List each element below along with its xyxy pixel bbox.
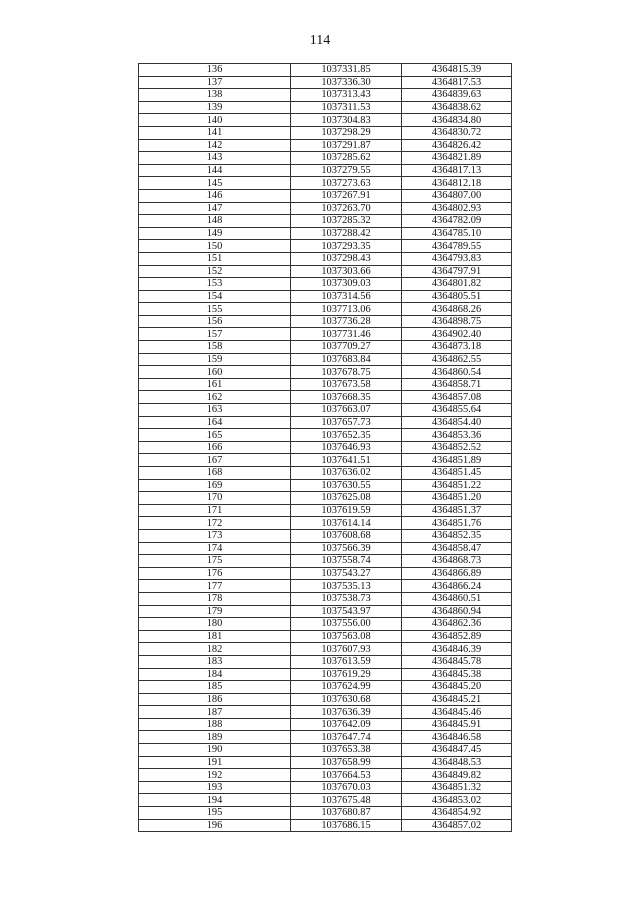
point-number-cell: 173 — [139, 529, 291, 542]
y-coordinate-cell: 4364793.83 — [402, 252, 512, 265]
point-number-cell: 179 — [139, 605, 291, 618]
table-row — [139, 429, 512, 442]
point-number-cell: 145 — [139, 177, 291, 190]
y-coordinate-cell: 4364830.72 — [402, 126, 512, 139]
table-row — [139, 794, 512, 807]
point-number-cell: 168 — [139, 467, 291, 480]
coordinates-table-body — [139, 64, 512, 832]
x-coordinate-cell: 1037288.42 — [291, 227, 402, 240]
y-coordinate-cell: 4364812.18 — [402, 177, 512, 190]
point-number-cell: 141 — [139, 126, 291, 139]
point-number-cell: 196 — [139, 819, 291, 832]
point-number-cell: 165 — [139, 429, 291, 442]
point-number-cell: 184 — [139, 668, 291, 681]
table-row — [139, 580, 512, 593]
x-coordinate-cell: 1037619.29 — [291, 668, 402, 681]
point-number-cell: 152 — [139, 265, 291, 278]
table-row — [139, 278, 512, 291]
table-row — [139, 126, 512, 139]
x-coordinate-cell: 1037298.43 — [291, 252, 402, 265]
point-number-cell: 160 — [139, 366, 291, 379]
point-number-cell: 150 — [139, 240, 291, 253]
x-coordinate-cell: 1037543.97 — [291, 605, 402, 618]
x-coordinate-cell: 1037642.09 — [291, 718, 402, 731]
table-row — [139, 215, 512, 228]
y-coordinate-cell: 4364898.75 — [402, 315, 512, 328]
x-coordinate-cell: 1037647.74 — [291, 731, 402, 744]
y-coordinate-cell: 4364849.82 — [402, 769, 512, 782]
x-coordinate-cell: 1037658.99 — [291, 756, 402, 769]
table-row — [139, 630, 512, 643]
point-number-cell: 140 — [139, 114, 291, 127]
point-number-cell: 169 — [139, 479, 291, 492]
y-coordinate-cell: 4364857.02 — [402, 819, 512, 832]
x-coordinate-cell: 1037686.15 — [291, 819, 402, 832]
y-coordinate-cell: 4364826.42 — [402, 139, 512, 152]
table-row — [139, 290, 512, 303]
y-coordinate-cell: 4364845.21 — [402, 693, 512, 706]
point-number-cell: 144 — [139, 164, 291, 177]
x-coordinate-cell: 1037731.46 — [291, 328, 402, 341]
y-coordinate-cell: 4364857.08 — [402, 391, 512, 404]
table-row — [139, 454, 512, 467]
x-coordinate-cell: 1037736.28 — [291, 315, 402, 328]
point-number-cell: 151 — [139, 252, 291, 265]
point-number-cell: 146 — [139, 189, 291, 202]
x-coordinate-cell: 1037607.93 — [291, 643, 402, 656]
x-coordinate-cell: 1037713.06 — [291, 303, 402, 316]
y-coordinate-cell: 4364852.52 — [402, 441, 512, 454]
table-row — [139, 655, 512, 668]
point-number-cell: 171 — [139, 504, 291, 517]
point-number-cell: 177 — [139, 580, 291, 593]
y-coordinate-cell: 4364851.37 — [402, 504, 512, 517]
table-row — [139, 592, 512, 605]
x-coordinate-cell: 1037668.35 — [291, 391, 402, 404]
point-number-cell: 162 — [139, 391, 291, 404]
table-row — [139, 555, 512, 568]
point-number-cell: 194 — [139, 794, 291, 807]
table-row — [139, 769, 512, 782]
x-coordinate-cell: 1037630.55 — [291, 479, 402, 492]
table-row — [139, 718, 512, 731]
table-row — [139, 366, 512, 379]
x-coordinate-cell: 1037273.63 — [291, 177, 402, 190]
y-coordinate-cell: 4364854.92 — [402, 807, 512, 820]
table-row — [139, 341, 512, 354]
x-coordinate-cell: 1037556.00 — [291, 618, 402, 631]
table-row — [139, 529, 512, 542]
x-coordinate-cell: 1037653.38 — [291, 744, 402, 757]
x-coordinate-cell: 1037657.73 — [291, 416, 402, 429]
table-row — [139, 152, 512, 165]
point-number-cell: 155 — [139, 303, 291, 316]
table-row — [139, 76, 512, 89]
point-number-cell: 142 — [139, 139, 291, 152]
y-coordinate-cell: 4364851.22 — [402, 479, 512, 492]
point-number-cell: 175 — [139, 555, 291, 568]
x-coordinate-cell: 1037309.03 — [291, 278, 402, 291]
y-coordinate-cell: 4364858.71 — [402, 378, 512, 391]
x-coordinate-cell: 1037304.83 — [291, 114, 402, 127]
point-number-cell: 149 — [139, 227, 291, 240]
y-coordinate-cell: 4364902.40 — [402, 328, 512, 341]
y-coordinate-cell: 4364862.36 — [402, 618, 512, 631]
y-coordinate-cell: 4364834.80 — [402, 114, 512, 127]
table-row — [139, 391, 512, 404]
point-number-cell: 192 — [139, 769, 291, 782]
x-coordinate-cell: 1037293.35 — [291, 240, 402, 253]
table-row — [139, 303, 512, 316]
table-row — [139, 731, 512, 744]
x-coordinate-cell: 1037663.07 — [291, 404, 402, 417]
table-row — [139, 227, 512, 240]
point-number-cell: 147 — [139, 202, 291, 215]
x-coordinate-cell: 1037680.87 — [291, 807, 402, 820]
x-coordinate-cell: 1037313.43 — [291, 89, 402, 102]
page-number: 114 — [309, 33, 331, 48]
table-row — [139, 668, 512, 681]
y-coordinate-cell: 4364848.53 — [402, 756, 512, 769]
x-coordinate-cell: 1037624.99 — [291, 681, 402, 694]
x-coordinate-cell: 1037646.93 — [291, 441, 402, 454]
x-coordinate-cell: 1037538.73 — [291, 592, 402, 605]
point-number-cell: 139 — [139, 101, 291, 114]
y-coordinate-cell: 4364860.51 — [402, 592, 512, 605]
y-coordinate-cell: 4364845.78 — [402, 655, 512, 668]
x-coordinate-cell: 1037563.08 — [291, 630, 402, 643]
y-coordinate-cell: 4364851.89 — [402, 454, 512, 467]
table-row — [139, 756, 512, 769]
table-row — [139, 467, 512, 480]
y-coordinate-cell: 4364845.20 — [402, 681, 512, 694]
y-coordinate-cell: 4364815.39 — [402, 64, 512, 77]
point-number-cell: 170 — [139, 492, 291, 505]
point-number-cell: 180 — [139, 618, 291, 631]
point-number-cell: 148 — [139, 215, 291, 228]
y-coordinate-cell: 4364854.40 — [402, 416, 512, 429]
x-coordinate-cell: 1037285.62 — [291, 152, 402, 165]
table-row — [139, 404, 512, 417]
y-coordinate-cell: 4364868.26 — [402, 303, 512, 316]
point-number-cell: 154 — [139, 290, 291, 303]
table-row — [139, 328, 512, 341]
x-coordinate-cell: 1037566.39 — [291, 542, 402, 555]
x-coordinate-cell: 1037558.74 — [291, 555, 402, 568]
table-row — [139, 807, 512, 820]
x-coordinate-cell: 1037614.14 — [291, 517, 402, 530]
point-number-cell: 174 — [139, 542, 291, 555]
x-coordinate-cell: 1037709.27 — [291, 341, 402, 354]
y-coordinate-cell: 4364817.13 — [402, 164, 512, 177]
table-row — [139, 265, 512, 278]
table-row — [139, 605, 512, 618]
x-coordinate-cell: 1037641.51 — [291, 454, 402, 467]
point-number-cell: 159 — [139, 353, 291, 366]
point-number-cell: 157 — [139, 328, 291, 341]
x-coordinate-cell: 1037670.03 — [291, 781, 402, 794]
x-coordinate-cell: 1037636.02 — [291, 467, 402, 480]
y-coordinate-cell: 4364821.89 — [402, 152, 512, 165]
y-coordinate-cell: 4364807.00 — [402, 189, 512, 202]
y-coordinate-cell: 4364860.54 — [402, 366, 512, 379]
x-coordinate-cell: 1037336.30 — [291, 76, 402, 89]
table-row — [139, 202, 512, 215]
point-number-cell: 143 — [139, 152, 291, 165]
y-coordinate-cell: 4364802.93 — [402, 202, 512, 215]
table-row — [139, 89, 512, 102]
y-coordinate-cell: 4364851.45 — [402, 467, 512, 480]
y-coordinate-cell: 4364851.32 — [402, 781, 512, 794]
table-row — [139, 693, 512, 706]
x-coordinate-cell: 1037535.13 — [291, 580, 402, 593]
x-coordinate-cell: 1037279.55 — [291, 164, 402, 177]
x-coordinate-cell: 1037636.39 — [291, 706, 402, 719]
x-coordinate-cell: 1037267.91 — [291, 189, 402, 202]
y-coordinate-cell: 4364852.89 — [402, 630, 512, 643]
y-coordinate-cell: 4364866.89 — [402, 567, 512, 580]
table-row — [139, 681, 512, 694]
table-row — [139, 504, 512, 517]
point-number-cell: 189 — [139, 731, 291, 744]
x-coordinate-cell: 1037683.84 — [291, 353, 402, 366]
point-number-cell: 193 — [139, 781, 291, 794]
table-row — [139, 517, 512, 530]
point-number-cell: 172 — [139, 517, 291, 530]
point-number-cell: 185 — [139, 681, 291, 694]
table-row — [139, 189, 512, 202]
point-number-cell: 178 — [139, 592, 291, 605]
point-number-cell: 191 — [139, 756, 291, 769]
table-row — [139, 643, 512, 656]
table-row — [139, 101, 512, 114]
table-row — [139, 706, 512, 719]
table-row — [139, 441, 512, 454]
x-coordinate-cell: 1037652.35 — [291, 429, 402, 442]
table-row — [139, 139, 512, 152]
table-row — [139, 240, 512, 253]
x-coordinate-cell: 1037311.53 — [291, 101, 402, 114]
x-coordinate-cell: 1037298.29 — [291, 126, 402, 139]
table-row — [139, 479, 512, 492]
y-coordinate-cell: 4364860.94 — [402, 605, 512, 618]
y-coordinate-cell: 4364858.47 — [402, 542, 512, 555]
x-coordinate-cell: 1037263.70 — [291, 202, 402, 215]
point-number-cell: 163 — [139, 404, 291, 417]
table-row — [139, 353, 512, 366]
y-coordinate-cell: 4364866.24 — [402, 580, 512, 593]
table-row — [139, 781, 512, 794]
y-coordinate-cell: 4364805.51 — [402, 290, 512, 303]
y-coordinate-cell: 4364817.53 — [402, 76, 512, 89]
coordinates-table — [138, 63, 512, 832]
y-coordinate-cell: 4364873.18 — [402, 341, 512, 354]
table-row — [139, 177, 512, 190]
table-row — [139, 618, 512, 631]
point-number-cell: 195 — [139, 807, 291, 820]
y-coordinate-cell: 4364789.55 — [402, 240, 512, 253]
y-coordinate-cell: 4364862.55 — [402, 353, 512, 366]
point-number-cell: 188 — [139, 718, 291, 731]
point-number-cell: 158 — [139, 341, 291, 354]
y-coordinate-cell: 4364838.62 — [402, 101, 512, 114]
point-number-cell: 190 — [139, 744, 291, 757]
x-coordinate-cell: 1037675.48 — [291, 794, 402, 807]
table-row — [139, 567, 512, 580]
table-row — [139, 744, 512, 757]
point-number-cell: 153 — [139, 278, 291, 291]
y-coordinate-cell: 4364846.39 — [402, 643, 512, 656]
x-coordinate-cell: 1037613.59 — [291, 655, 402, 668]
x-coordinate-cell: 1037630.68 — [291, 693, 402, 706]
x-coordinate-cell: 1037608.68 — [291, 529, 402, 542]
point-number-cell: 156 — [139, 315, 291, 328]
y-coordinate-cell: 4364785.10 — [402, 227, 512, 240]
point-number-cell: 166 — [139, 441, 291, 454]
y-coordinate-cell: 4364868.73 — [402, 555, 512, 568]
point-number-cell: 187 — [139, 706, 291, 719]
table-row — [139, 252, 512, 265]
x-coordinate-cell: 1037678.75 — [291, 366, 402, 379]
point-number-cell: 164 — [139, 416, 291, 429]
table-row — [139, 542, 512, 555]
y-coordinate-cell: 4364851.76 — [402, 517, 512, 530]
point-number-cell: 181 — [139, 630, 291, 643]
y-coordinate-cell: 4364845.91 — [402, 718, 512, 731]
table-row — [139, 164, 512, 177]
y-coordinate-cell: 4364851.20 — [402, 492, 512, 505]
table-row — [139, 315, 512, 328]
table-row — [139, 114, 512, 127]
y-coordinate-cell: 4364853.02 — [402, 794, 512, 807]
table-row — [139, 378, 512, 391]
x-coordinate-cell: 1037331.85 — [291, 64, 402, 77]
point-number-cell: 138 — [139, 89, 291, 102]
y-coordinate-cell: 4364855.64 — [402, 404, 512, 417]
x-coordinate-cell: 1037664.53 — [291, 769, 402, 782]
y-coordinate-cell: 4364847.45 — [402, 744, 512, 757]
table-row — [139, 819, 512, 832]
y-coordinate-cell: 4364846.58 — [402, 731, 512, 744]
table-row — [139, 492, 512, 505]
y-coordinate-cell: 4364797.91 — [402, 265, 512, 278]
point-number-cell: 186 — [139, 693, 291, 706]
point-number-cell: 137 — [139, 76, 291, 89]
table-row — [139, 416, 512, 429]
y-coordinate-cell: 4364839.63 — [402, 89, 512, 102]
y-coordinate-cell: 4364853.36 — [402, 429, 512, 442]
table-row — [139, 64, 512, 77]
x-coordinate-cell: 1037303.66 — [291, 265, 402, 278]
y-coordinate-cell: 4364845.38 — [402, 668, 512, 681]
x-coordinate-cell: 1037543.27 — [291, 567, 402, 580]
point-number-cell: 136 — [139, 64, 291, 77]
point-number-cell: 167 — [139, 454, 291, 467]
y-coordinate-cell: 4364782.09 — [402, 215, 512, 228]
y-coordinate-cell: 4364801.82 — [402, 278, 512, 291]
x-coordinate-cell: 1037619.59 — [291, 504, 402, 517]
point-number-cell: 182 — [139, 643, 291, 656]
x-coordinate-cell: 1037314.56 — [291, 290, 402, 303]
x-coordinate-cell: 1037291.87 — [291, 139, 402, 152]
point-number-cell: 176 — [139, 567, 291, 580]
point-number-cell: 161 — [139, 378, 291, 391]
y-coordinate-cell: 4364852.35 — [402, 529, 512, 542]
point-number-cell: 183 — [139, 655, 291, 668]
x-coordinate-cell: 1037625.08 — [291, 492, 402, 505]
y-coordinate-cell: 4364845.46 — [402, 706, 512, 719]
x-coordinate-cell: 1037285.32 — [291, 215, 402, 228]
x-coordinate-cell: 1037673.58 — [291, 378, 402, 391]
